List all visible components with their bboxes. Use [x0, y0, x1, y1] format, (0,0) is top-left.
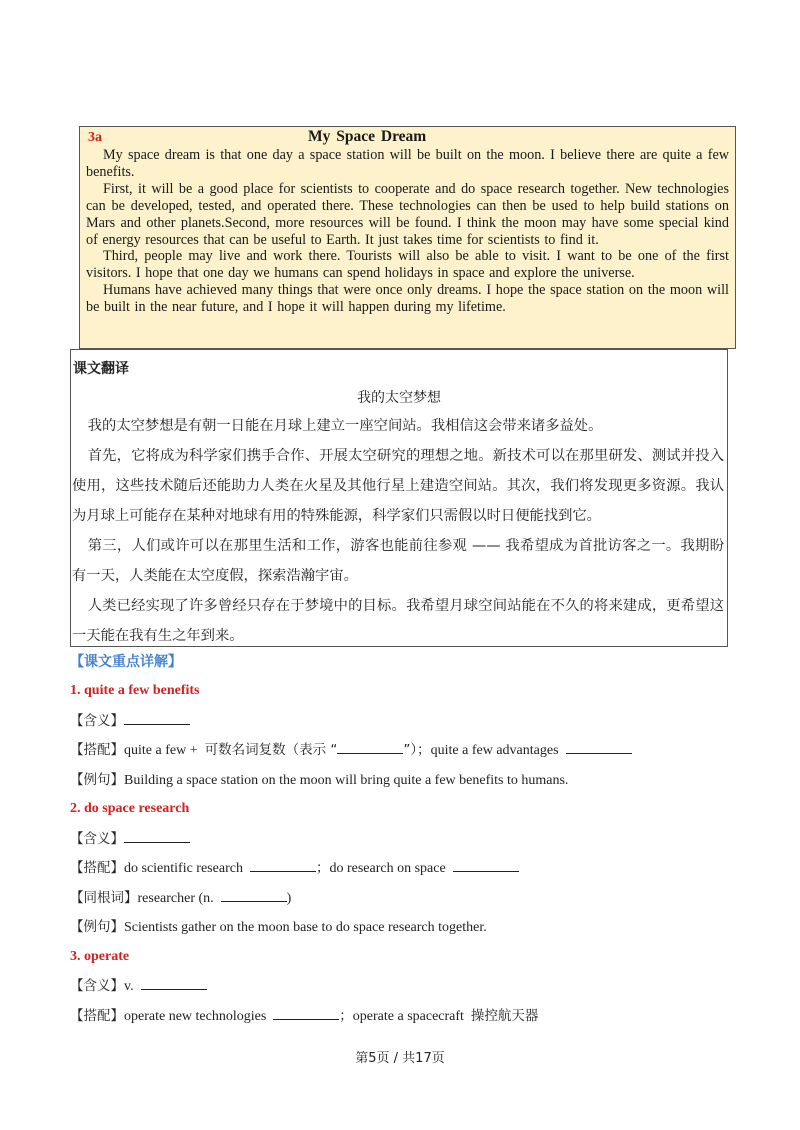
cognate-label: 【同根词】 [70, 889, 138, 906]
answer-blank[interactable] [124, 829, 190, 843]
example-label: 【例句】 [70, 771, 124, 788]
part-of-speech: v. [124, 979, 134, 994]
translation-paragraph: 第三，人们或许可以在那里生活和工作，游客也能前往参观 —— 我希望成为首批访客之一。我期盼有一天，人类能在太空度假，探索浩瀚宇宙。 [72, 538, 724, 584]
answer-blank[interactable] [124, 711, 190, 725]
translation-paragraph: 首先，它将成为科学家们携手合作、开展太空研究的理想之地。新技术可以在那里研发、测试并投入使用，这些技术随后还能助力人类在火星及其他行星上建造空间站。其次，我们将发现更多资源。我认为月球上可能存在某种对地球有用的特殊能源，科学家们只需假以时日便能找到它。 [72, 448, 724, 524]
answer-blank[interactable] [250, 858, 316, 872]
translation-label: 课文翻译 [73, 361, 129, 377]
collocation-row [70, 740, 730, 770]
collocation-label: 【搭配】 [70, 860, 124, 876]
example-label: 【例句】 [70, 919, 124, 935]
meaning-label: 【含义】 [70, 978, 124, 994]
passage-header [86, 128, 729, 147]
passage-tag: 3a [88, 130, 102, 145]
translation-box [70, 349, 728, 647]
meaning-row [70, 829, 730, 859]
translation-paragraph: 我的太空梦想是有朝一日能在月球上建立一座空间站。我相信这会带来诸多益处。 [87, 418, 603, 434]
separator: ； [315, 860, 330, 876]
section-title: 【课文重点详解】 [70, 654, 182, 670]
passage-paragraph: Humans have achieved many things that were once only dreams. I hope the space station on the moon will be built in the near future, and I hope it will happen during my lifetime. [86, 282, 729, 316]
meaning-row [70, 976, 730, 1006]
collocation-label: 【搭配】 [70, 1007, 124, 1024]
item-heading: 3. operate [70, 948, 130, 964]
reading-passage-box [79, 126, 736, 349]
collocation-text: operate new technologies [124, 1008, 267, 1024]
meaning-label: 【含义】 [70, 712, 124, 729]
answer-blank[interactable] [453, 858, 519, 872]
collocation-text: do scientific research [124, 861, 243, 876]
collocation-text: quite a few + [124, 743, 198, 758]
collocation-text: operate a spacecraft [352, 1008, 464, 1024]
passage-paragraph: My space dream is that one day a space station will be built on the moon. I believe there are quite a few benefits. [86, 147, 729, 180]
collocation-translation: 操控航天器 [470, 1007, 539, 1024]
collocation-text: do research on space [329, 861, 446, 876]
collocation-row [70, 858, 730, 888]
answer-blank[interactable] [566, 740, 632, 754]
cognate-close: ) [286, 890, 292, 906]
collocation-note-close: ”）； [403, 742, 431, 758]
answer-blank[interactable] [221, 888, 287, 902]
page-number: 第5页 / 共17页 [355, 1051, 445, 1066]
passage-paragraph: First, it will be a good place for scientists to cooperate and do space research together. New technologies can be developed, tested, and operated there. These technologies can then be used to help build stations on Mars and other planets.Second, more resources will be found. I think the moon may have some special kind of energy resources that can be useful to Earth. It just takes time for scientists to find it. [86, 180, 729, 248]
answer-blank[interactable] [141, 976, 207, 990]
meaning-label: 【含义】 [70, 830, 124, 847]
translation-body [72, 411, 724, 647]
answer-blank[interactable] [273, 1006, 339, 1020]
meaning-row [70, 711, 730, 741]
collocation-row [70, 1006, 730, 1036]
collocation-label: 【搭配】 [70, 742, 124, 758]
answer-blank[interactable] [337, 740, 403, 754]
key-points-section [70, 652, 730, 1035]
cognate-text: researcher (n. [137, 890, 214, 906]
example-row [70, 770, 730, 800]
translation-title: 我的太空梦想 [357, 390, 441, 406]
example-text: Building a space station on the moon will bring quite a few benefits to humans. [124, 772, 569, 788]
separator: ； [339, 1007, 353, 1024]
passage-paragraph: Third, people may live and work there. Tourists will also be able to visit. I want to be one of the first visitors. I hope that one day we humans can spend holidays in space and explore the universe. [86, 248, 729, 282]
item-heading: 2. do space research [70, 801, 190, 816]
cognate-row [70, 888, 730, 918]
example-text: Scientists gather on the moon base to do space research together. [124, 920, 487, 935]
item-heading: 1. quite a few benefits [70, 683, 200, 698]
passage-title: My Space Dream [308, 128, 427, 145]
collocation-note: 可数名词复数（表示 “ [204, 742, 338, 758]
translation-paragraph: 人类已经实现了许多曾经只存在于梦境中的目标。我希望月球空间站能在不久的将来建成，更希望这一天能在我有生之年到来。 [72, 598, 724, 644]
example-row [70, 917, 730, 947]
collocation-text: quite a few advantages [430, 743, 559, 758]
